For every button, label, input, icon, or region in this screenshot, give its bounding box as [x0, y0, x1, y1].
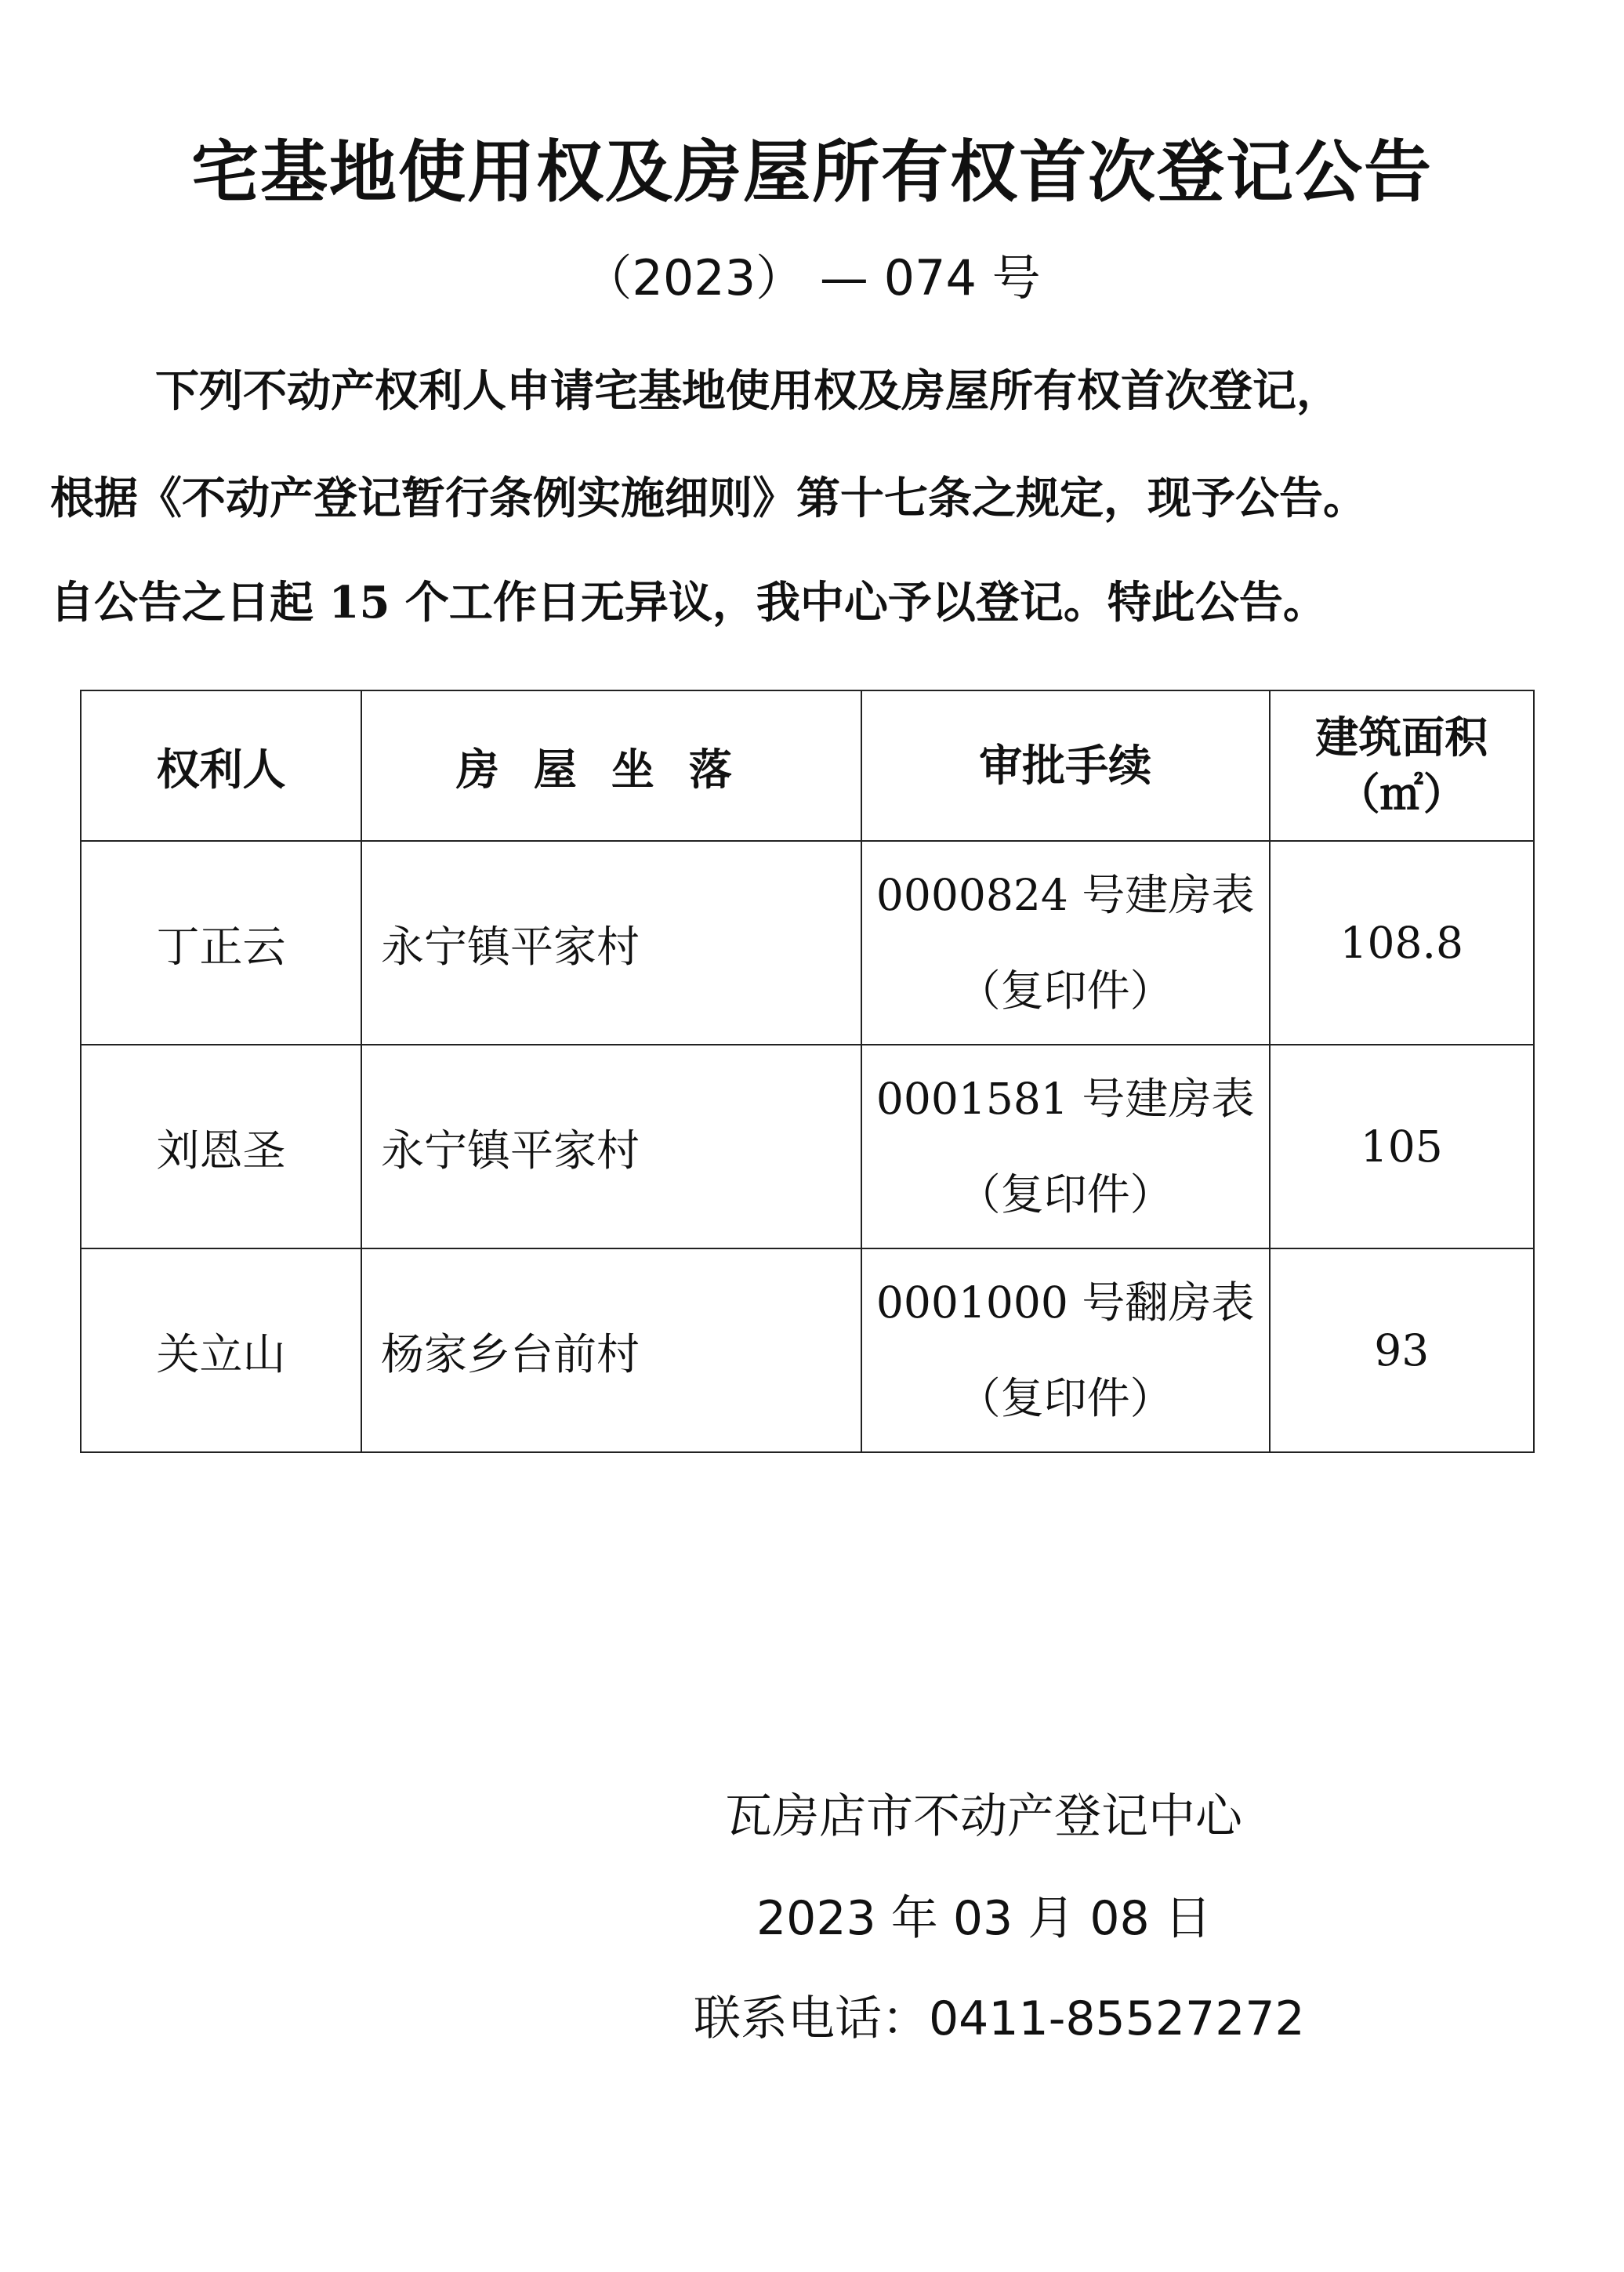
cell-location: 杨家乡台前村	[361, 1248, 861, 1452]
notice-title: 宅基地使用权及房屋所有权首次登记公告	[191, 133, 1433, 212]
table-row	[81, 841, 1534, 1045]
approval-note: （复印件）	[957, 1169, 1173, 1219]
body-text-line-3: 自公告之日起 15 个工作日无异议，我中心予以登记。特此公告。	[50, 577, 1327, 629]
table-row	[81, 1248, 1534, 1452]
header-holder: 权利人	[81, 690, 361, 841]
cell-holder: 刘恩圣	[81, 1045, 361, 1248]
approval-number: 0001581 号建房表	[875, 1074, 1255, 1124]
cell-area: 105	[1270, 1045, 1535, 1248]
cell-location: 永宁镇平家村	[361, 1045, 861, 1248]
approval-number: 0001000 号翻房表	[875, 1277, 1255, 1328]
cell-approval	[861, 1045, 1270, 1248]
document-number: （2023） — 074 号	[583, 249, 1041, 306]
header-location-label: 房屋坐落	[455, 743, 767, 795]
cell-area: 93	[1270, 1248, 1535, 1452]
cell-area: 108.8	[1270, 841, 1535, 1045]
table-row	[81, 1045, 1534, 1248]
registration-table	[80, 690, 1535, 1453]
issue-date: 2023 年 03 月 08 日	[756, 1891, 1212, 1946]
header-location	[361, 690, 861, 841]
body-text-line-2: 根据《不动产登记暂行条例实施细则》第十七条之规定，现予公告。	[50, 473, 1367, 524]
header-approval: 审批手续	[861, 690, 1270, 841]
body-text-line-1: 下列不动产权利人申请宅基地使用权及房屋所有权首次登记，	[155, 365, 1340, 417]
cell-approval	[861, 1248, 1270, 1452]
header-area-unit: （㎡）	[1336, 768, 1466, 819]
header-area-label: 建筑面积	[1315, 712, 1488, 763]
contact-phone: 联系电话：0411-85527272	[694, 1991, 1305, 2046]
header-area	[1270, 690, 1535, 841]
approval-number: 0000824 号建房表	[875, 870, 1255, 920]
cell-holder: 关立山	[81, 1248, 361, 1452]
approval-note: （复印件）	[957, 966, 1173, 1016]
cell-approval	[861, 841, 1270, 1045]
cell-location: 永宁镇平家村	[361, 841, 861, 1045]
issuing-organization: 瓦房店市不动产登记中心	[725, 1789, 1242, 1844]
approval-note: （复印件）	[957, 1373, 1173, 1423]
cell-holder: 丁正云	[81, 841, 361, 1045]
table-header-row	[81, 690, 1534, 841]
